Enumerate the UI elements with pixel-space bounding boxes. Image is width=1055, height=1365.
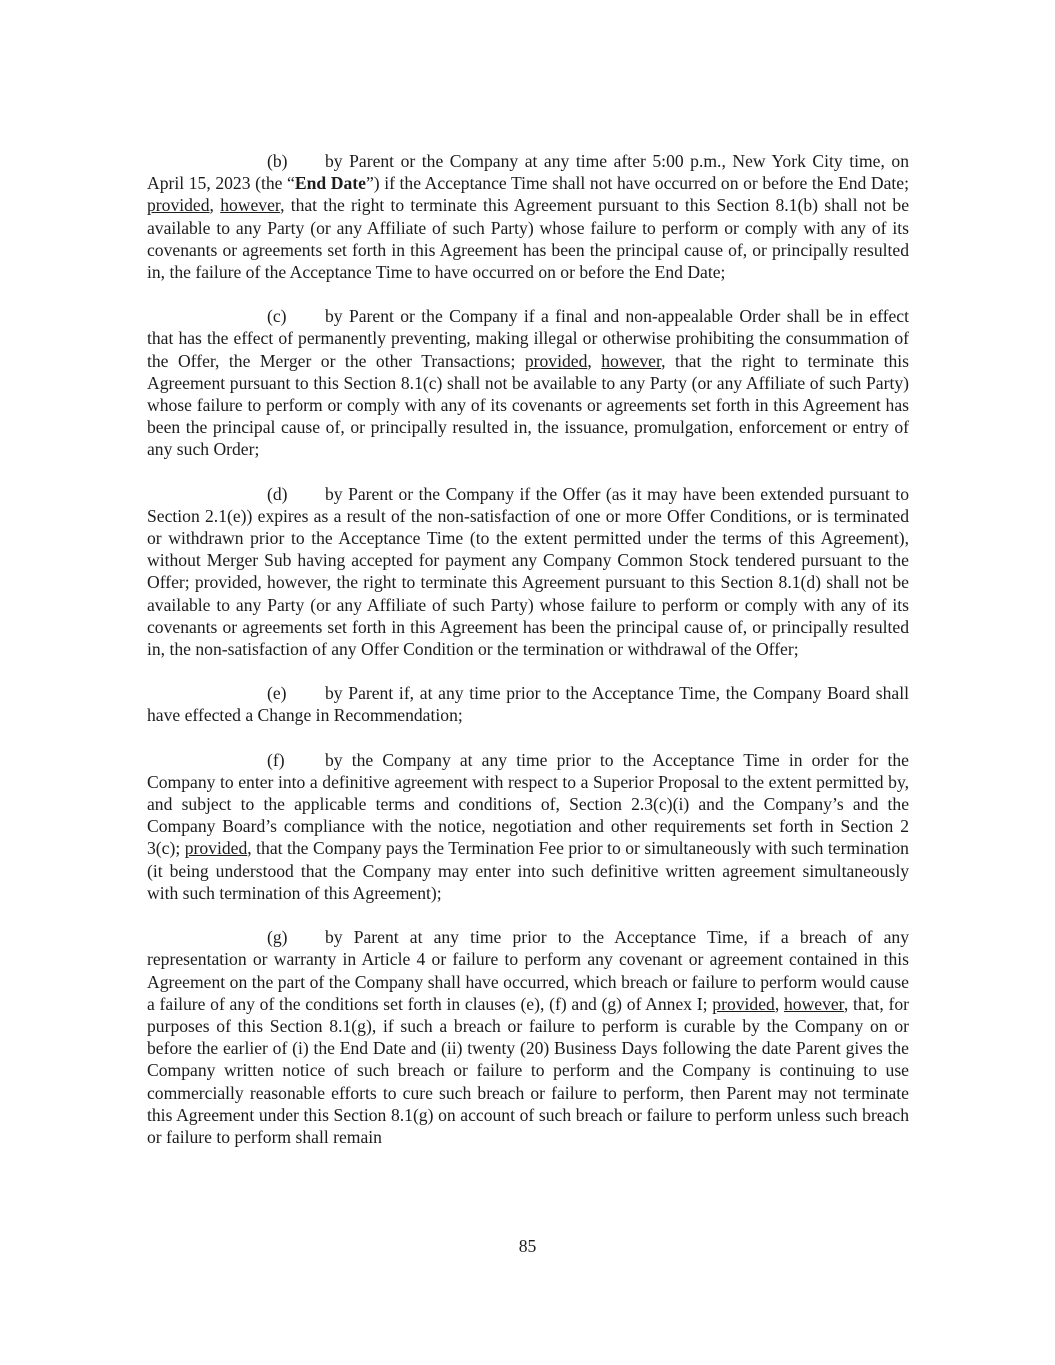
clause-text: by Parent at any time prior to the Acceptance Time, if a breach of any representation or warranty in Article 4 or failure to perform any covenant or agreement contained in this Agreement on the part of the Company shall have occurred, which breach or failure to perform would cause a failure of any of the conditions set forth in clauses (e), (f) and (g) of Annex I; (147, 927, 909, 1014)
clause-text: by Parent or the Company if a final and non-appealable Order shall be in effect that has the effect of permanently preventing, making illegal or otherwise prohibiting the consummation of the Offer, the Merger or the other Transactions; (147, 306, 909, 371)
clause-text: , (774, 993, 784, 1014)
clause-label: (f) (267, 749, 285, 770)
underlined-term: provided (147, 195, 210, 216)
clause-text: by Parent or the Company at any time after 5:00 p.m., New York City time, on April 15, 2023 (the “ (147, 151, 909, 194)
underlined-term: however (601, 350, 662, 371)
clause-b (147, 150, 909, 283)
clause-text: , that, for purposes of this Section 8.1(g), if such a breach or failure to perform is curable by the Company on or before the earlier of (i) the End Date and (ii) twenty (20) Business Days following the date Parent gives the Company written notice of such breach or failure to perform and the Company is continuing to use commercially reasonable efforts to cure such breach or failure to perform, then Parent may not terminate this Agreement under this Section 8.1(g) on account of such breach or failure to perform unless such breach or failure to perform shall remain (147, 993, 909, 1147)
clause-c (147, 305, 909, 460)
clause-label: (c) (267, 306, 287, 327)
clause-g (147, 926, 909, 1148)
clause-text: , (587, 350, 602, 371)
underlined-term: provided (184, 838, 248, 859)
clause-text: , (209, 195, 221, 216)
clause-text: by Parent or the Company if the Offer (as it may have been extended pursuant to Section 2.1(e)) expires as a result of the non-satisfaction of one or more Offer Conditions, or is terminated or withdrawn prior to the Acceptance Time (to the extent permitted under the terms of this Agreement), without Merger Sub having accepted for payment any Company Common Stock tendered pursuant to the Offer; provided, however, the right to terminate this Agreement pursuant to this Section 8.1(d) shall not be available to any Party (or any Affiliate of such Party) whose failure to perform or comply with any of its covenants or agreements set forth in this Agreement has been the principal cause of, or principally resulted in, the non-satisfaction of any Offer Condition or the termination or withdrawal of the Offer; (147, 483, 909, 660)
clause-text: ”) if the Acceptance Time shall not have occurred on or before the End Date; (365, 173, 909, 194)
page-number: 85 (518, 1236, 537, 1256)
clause-text: , that the Company pays the Termination Fee prior to or simultaneously with such termination (it being understood that the Company may enter into such definitive written agreement simultaneously with such termination of this Agreement); (147, 838, 909, 903)
underlined-term: provided (712, 993, 775, 1014)
clause-text: by the Company at any time prior to the Acceptance Time in order for the Company to enter into a definitive agreement with respect to a Superior Proposal to the extent permitted by, and subject to the applicable terms and conditions of, Section 2.3(c)(i) and the Company’s and the Company Board’s compliance with the notice, negotiation and other requirements set forth in Section 2 3(c); (147, 749, 909, 859)
clause-label: (b) (267, 151, 288, 171)
underlined-term: provided (524, 350, 588, 371)
defined-term: End Date (294, 173, 366, 194)
clause-d (147, 483, 909, 661)
clause-text: by Parent if, at any time prior to the Acceptance Time, the Company Board shall have effected a Change in Recommendation; (147, 683, 909, 726)
underlined-term: however (783, 993, 844, 1014)
clause-text: , that the right to terminate this Agreement pursuant to this Section 8.1(c) shall not be available to any Party (or any Affiliate of such Party) whose failure to perform or comply with any of its covenants or agreements set forth in this Agreement has been the principal cause of, or principally resulted in, the issuance, promulgation, enforcement or entry of any such Order; (147, 350, 909, 460)
clause-f (147, 749, 909, 904)
clause-text: , that the right to terminate this Agreement pursuant to this Section 8.1(b) shall not be available to any Party (or any Affiliate of such Party) whose failure to perform or comply with any of its covenants or agreements set forth in this Agreement has been the principal cause of, or principally resulted in, the failure of the Acceptance Time to have occurred on or before the End Date; (147, 195, 910, 283)
underlined-term: however (220, 195, 281, 216)
document-body (147, 150, 909, 1170)
clause-label: (d) (267, 483, 288, 504)
clause-e (147, 682, 909, 726)
clause-label: (e) (267, 683, 287, 704)
clause-label: (g) (267, 927, 288, 948)
